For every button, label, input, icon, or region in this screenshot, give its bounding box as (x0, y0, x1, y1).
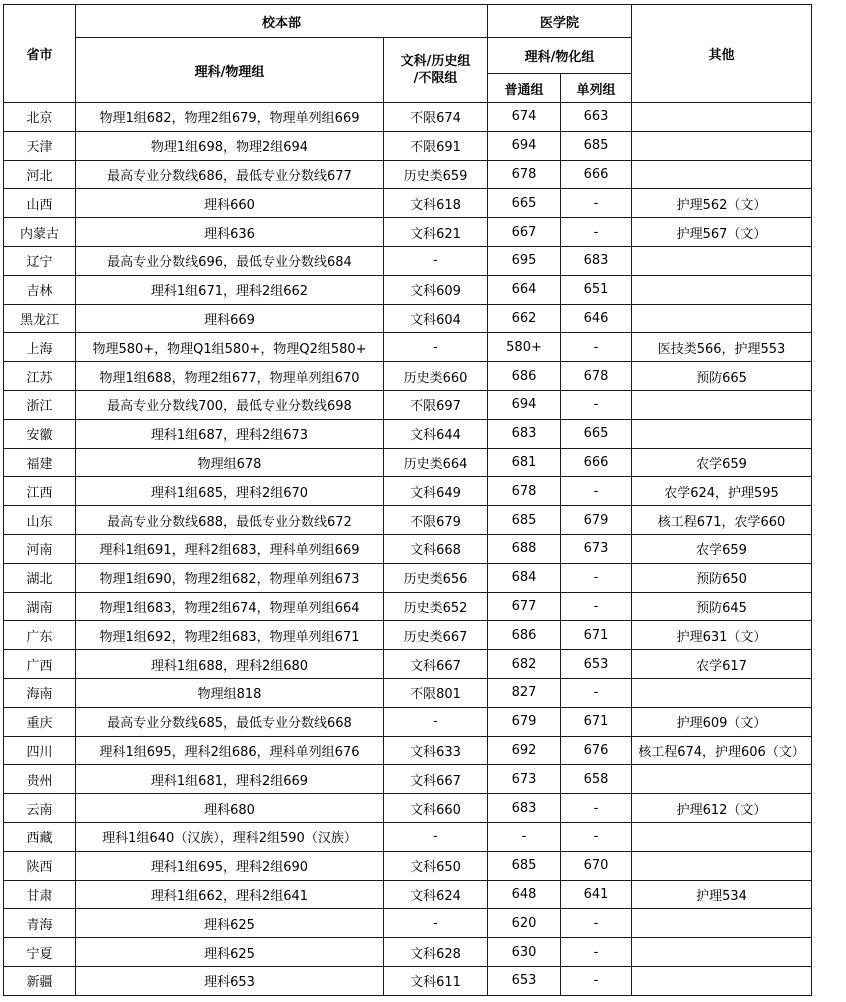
table-row (4, 765, 812, 794)
header-province: 省市 (4, 5, 76, 103)
table-row (4, 678, 812, 707)
header-science-physics: 理科/物理组 (76, 38, 384, 103)
province-cell: 广西 (4, 650, 76, 679)
science-score-cell: 理科1组640（汉族），理科2组590（汉族） (76, 822, 384, 851)
med-regular-score-cell: 678 (488, 160, 561, 189)
arts-score-cell: 不限691 (384, 131, 488, 160)
province-cell: 江西 (4, 477, 76, 506)
other-score-cell (632, 103, 812, 132)
arts-score-cell: 文科609 (384, 275, 488, 304)
arts-score-cell: 文科668 (384, 534, 488, 563)
province-cell: 新疆 (4, 966, 76, 995)
other-score-cell: 护理609（文） (632, 707, 812, 736)
science-score-cell: 理科1组685，理科2组670 (76, 477, 384, 506)
province-cell: 海南 (4, 678, 76, 707)
science-score-cell: 物理580+，物理Q1组580+，物理Q2组580+ (76, 333, 384, 362)
arts-score-cell: 文科618 (384, 189, 488, 218)
province-cell: 河南 (4, 534, 76, 563)
arts-score-cell: 文科624 (384, 880, 488, 909)
province-cell: 重庆 (4, 707, 76, 736)
other-score-cell (632, 246, 812, 275)
med-regular-score-cell: 686 (488, 621, 561, 650)
science-score-cell: 理科1组671，理科2组662 (76, 275, 384, 304)
med-regular-score-cell: 653 (488, 966, 561, 995)
province-cell: 四川 (4, 736, 76, 765)
med-separate-score-cell: 666 (561, 160, 632, 189)
arts-score-cell: 文科667 (384, 650, 488, 679)
province-cell: 山西 (4, 189, 76, 218)
province-cell: 福建 (4, 448, 76, 477)
arts-score-cell: 文科621 (384, 218, 488, 247)
province-cell: 北京 (4, 103, 76, 132)
med-separate-score-cell: 653 (561, 650, 632, 679)
med-separate-score-cell: - (561, 218, 632, 247)
med-separate-score-cell: 646 (561, 304, 632, 333)
province-cell: 广东 (4, 621, 76, 650)
table-row (4, 131, 812, 160)
med-regular-score-cell: 677 (488, 592, 561, 621)
table-row (4, 189, 812, 218)
other-score-cell: 护理631（文） (632, 621, 812, 650)
med-separate-score-cell: - (561, 563, 632, 592)
header-regular-group: 普通组 (488, 74, 561, 103)
med-regular-score-cell: 685 (488, 851, 561, 880)
province-cell: 江苏 (4, 362, 76, 391)
med-regular-score-cell: 684 (488, 563, 561, 592)
header-liberal-arts-line1: 文科/历史组 (400, 54, 471, 69)
province-cell: 贵州 (4, 765, 76, 794)
arts-score-cell: 历史类664 (384, 448, 488, 477)
science-score-cell: 物理1组698，物理2组694 (76, 131, 384, 160)
other-score-cell: 医技类566，护理553 (632, 333, 812, 362)
science-score-cell: 理科660 (76, 189, 384, 218)
other-score-cell (632, 765, 812, 794)
province-cell: 安徽 (4, 419, 76, 448)
science-score-cell: 理科625 (76, 909, 384, 938)
other-score-cell: 护理567（文） (632, 218, 812, 247)
arts-score-cell: 文科650 (384, 851, 488, 880)
med-separate-score-cell: 666 (561, 448, 632, 477)
other-score-cell (632, 275, 812, 304)
other-score-cell: 农学659 (632, 534, 812, 563)
province-cell: 云南 (4, 794, 76, 823)
science-score-cell: 物理1组692，物理2组683，物理单列组671 (76, 621, 384, 650)
table-row (4, 477, 812, 506)
med-separate-score-cell: - (561, 822, 632, 851)
science-score-cell: 理科669 (76, 304, 384, 333)
science-score-cell: 理科636 (76, 218, 384, 247)
arts-score-cell: - (384, 333, 488, 362)
science-score-cell: 物理1组690，物理2组682，物理单列组673 (76, 563, 384, 592)
med-regular-score-cell: 695 (488, 246, 561, 275)
province-cell: 山东 (4, 506, 76, 535)
table-row (4, 506, 812, 535)
province-cell: 湖南 (4, 592, 76, 621)
table-row (4, 966, 812, 995)
med-regular-score-cell: 674 (488, 103, 561, 132)
table-row (4, 390, 812, 419)
science-score-cell: 最高专业分数线686，最低专业分数线677 (76, 160, 384, 189)
science-score-cell: 理科625 (76, 938, 384, 967)
med-regular-score-cell: 664 (488, 275, 561, 304)
table-row (4, 246, 812, 275)
med-separate-score-cell: 676 (561, 736, 632, 765)
province-cell: 浙江 (4, 390, 76, 419)
science-score-cell: 理科1组695，理科2组690 (76, 851, 384, 880)
med-separate-score-cell: 678 (561, 362, 632, 391)
table-row (4, 563, 812, 592)
science-score-cell: 理科680 (76, 794, 384, 823)
table-row (4, 650, 812, 679)
med-separate-score-cell: 651 (561, 275, 632, 304)
table-row (4, 794, 812, 823)
province-cell: 宁夏 (4, 938, 76, 967)
table-row (4, 822, 812, 851)
science-score-cell: 理科1组691，理科2组683，理科单列组669 (76, 534, 384, 563)
header-other: 其他 (632, 5, 812, 103)
header-row-1 (4, 5, 812, 38)
med-separate-score-cell: 670 (561, 851, 632, 880)
table-row (4, 275, 812, 304)
other-score-cell (632, 304, 812, 333)
other-score-cell: 农学659 (632, 448, 812, 477)
med-regular-score-cell: 694 (488, 390, 561, 419)
arts-score-cell: 文科660 (384, 794, 488, 823)
med-regular-score-cell: 681 (488, 448, 561, 477)
science-score-cell: 理科1组681，理科2组669 (76, 765, 384, 794)
arts-score-cell: 文科633 (384, 736, 488, 765)
med-regular-score-cell: 688 (488, 534, 561, 563)
med-separate-score-cell: 671 (561, 621, 632, 650)
province-cell: 上海 (4, 333, 76, 362)
province-cell: 陕西 (4, 851, 76, 880)
province-cell: 青海 (4, 909, 76, 938)
science-score-cell: 最高专业分数线685，最低专业分数线668 (76, 707, 384, 736)
science-score-cell: 最高专业分数线696，最低专业分数线684 (76, 246, 384, 275)
header-separate-group: 单列组 (561, 74, 632, 103)
med-regular-score-cell: 692 (488, 736, 561, 765)
science-score-cell: 理科1组687，理科2组673 (76, 419, 384, 448)
other-score-cell: 护理534 (632, 880, 812, 909)
arts-score-cell: - (384, 707, 488, 736)
other-score-cell (632, 909, 812, 938)
table-row (4, 909, 812, 938)
other-score-cell (632, 678, 812, 707)
med-regular-score-cell: 683 (488, 419, 561, 448)
med-regular-score-cell: 662 (488, 304, 561, 333)
med-separate-score-cell: - (561, 333, 632, 362)
other-score-cell: 核工程674，护理606（文） (632, 736, 812, 765)
other-score-cell: 核工程671，农学660 (632, 506, 812, 535)
arts-score-cell: 文科628 (384, 938, 488, 967)
other-score-cell (632, 419, 812, 448)
province-cell: 内蒙古 (4, 218, 76, 247)
table-row (4, 362, 812, 391)
arts-score-cell: 文科667 (384, 765, 488, 794)
med-separate-score-cell: 679 (561, 506, 632, 535)
table-header (4, 5, 812, 103)
table-row (4, 448, 812, 477)
med-regular-score-cell: 673 (488, 765, 561, 794)
med-separate-score-cell: 658 (561, 765, 632, 794)
admission-score-table (3, 4, 812, 996)
med-regular-score-cell: 630 (488, 938, 561, 967)
other-score-cell: 护理562（文） (632, 189, 812, 218)
other-score-cell (632, 966, 812, 995)
arts-score-cell: 历史类652 (384, 592, 488, 621)
province-cell: 天津 (4, 131, 76, 160)
med-regular-score-cell: 683 (488, 794, 561, 823)
med-separate-score-cell: 685 (561, 131, 632, 160)
header-liberal-arts-line2: /不限组 (413, 71, 458, 86)
science-score-cell: 物理1组683，物理2组674，物理单列组664 (76, 592, 384, 621)
med-regular-score-cell: 580+ (488, 333, 561, 362)
table-row (4, 304, 812, 333)
science-score-cell: 理科1组662，理科2组641 (76, 880, 384, 909)
med-separate-score-cell: - (561, 592, 632, 621)
other-score-cell (632, 822, 812, 851)
science-score-cell: 物理组678 (76, 448, 384, 477)
med-separate-score-cell: - (561, 390, 632, 419)
table-row (4, 103, 812, 132)
med-separate-score-cell: 663 (561, 103, 632, 132)
arts-score-cell: 历史类660 (384, 362, 488, 391)
arts-score-cell: 历史类659 (384, 160, 488, 189)
med-separate-score-cell: - (561, 966, 632, 995)
science-score-cell: 最高专业分数线688，最低专业分数线672 (76, 506, 384, 535)
header-liberal-arts (384, 38, 488, 103)
med-regular-score-cell: 679 (488, 707, 561, 736)
med-separate-score-cell: - (561, 477, 632, 506)
science-score-cell: 理科653 (76, 966, 384, 995)
arts-score-cell: 不限697 (384, 390, 488, 419)
med-regular-score-cell: 686 (488, 362, 561, 391)
science-score-cell: 物理组818 (76, 678, 384, 707)
province-cell: 吉林 (4, 275, 76, 304)
table-row (4, 534, 812, 563)
header-main-campus: 校本部 (76, 5, 488, 38)
med-separate-score-cell: - (561, 678, 632, 707)
science-score-cell: 理科1组688，理科2组680 (76, 650, 384, 679)
science-score-cell: 最高专业分数线700，最低专业分数线698 (76, 390, 384, 419)
med-separate-score-cell: 641 (561, 880, 632, 909)
header-medical-school: 医学院 (488, 5, 632, 38)
med-separate-score-cell: 665 (561, 419, 632, 448)
other-score-cell: 预防650 (632, 563, 812, 592)
other-score-cell: 预防645 (632, 592, 812, 621)
province-cell: 黑龙江 (4, 304, 76, 333)
table-row (4, 736, 812, 765)
table-row (4, 851, 812, 880)
arts-score-cell: 不限679 (384, 506, 488, 535)
table-body (4, 103, 812, 996)
province-cell: 甘肃 (4, 880, 76, 909)
table-row (4, 621, 812, 650)
province-cell: 辽宁 (4, 246, 76, 275)
med-regular-score-cell: - (488, 822, 561, 851)
other-score-cell: 农学624，护理595 (632, 477, 812, 506)
science-score-cell: 物理1组682，物理2组679，物理单列组669 (76, 103, 384, 132)
med-separate-score-cell: 683 (561, 246, 632, 275)
other-score-cell (632, 390, 812, 419)
science-score-cell: 理科1组695，理科2组686，理科单列组676 (76, 736, 384, 765)
med-regular-score-cell: 648 (488, 880, 561, 909)
table-row (4, 218, 812, 247)
arts-score-cell: 不限801 (384, 678, 488, 707)
table-row (4, 592, 812, 621)
med-separate-score-cell: 671 (561, 707, 632, 736)
arts-score-cell: 不限674 (384, 103, 488, 132)
arts-score-cell: 历史类656 (384, 563, 488, 592)
med-separate-score-cell: - (561, 794, 632, 823)
arts-score-cell: 历史类667 (384, 621, 488, 650)
other-score-cell (632, 938, 812, 967)
table-row (4, 938, 812, 967)
med-regular-score-cell: 620 (488, 909, 561, 938)
med-regular-score-cell: 667 (488, 218, 561, 247)
med-regular-score-cell: 685 (488, 506, 561, 535)
arts-score-cell: 文科649 (384, 477, 488, 506)
table-row (4, 419, 812, 448)
other-score-cell: 农学617 (632, 650, 812, 679)
med-regular-score-cell: 665 (488, 189, 561, 218)
med-regular-score-cell: 827 (488, 678, 561, 707)
other-score-cell (632, 851, 812, 880)
med-regular-score-cell: 682 (488, 650, 561, 679)
other-score-cell (632, 160, 812, 189)
table-row (4, 333, 812, 362)
arts-score-cell: - (384, 246, 488, 275)
med-separate-score-cell: - (561, 938, 632, 967)
science-score-cell: 物理1组688，物理2组677，物理单列组670 (76, 362, 384, 391)
table-row (4, 707, 812, 736)
other-score-cell: 护理612（文） (632, 794, 812, 823)
other-score-cell: 预防665 (632, 362, 812, 391)
province-cell: 河北 (4, 160, 76, 189)
arts-score-cell: 文科604 (384, 304, 488, 333)
table-row (4, 880, 812, 909)
med-separate-score-cell: 673 (561, 534, 632, 563)
other-score-cell (632, 131, 812, 160)
arts-score-cell: - (384, 822, 488, 851)
province-cell: 湖北 (4, 563, 76, 592)
arts-score-cell: - (384, 909, 488, 938)
header-science-physchem: 理科/物化组 (488, 38, 632, 74)
med-regular-score-cell: 694 (488, 131, 561, 160)
arts-score-cell: 文科644 (384, 419, 488, 448)
arts-score-cell: 文科611 (384, 966, 488, 995)
province-cell: 西藏 (4, 822, 76, 851)
med-separate-score-cell: - (561, 909, 632, 938)
table-row (4, 160, 812, 189)
med-separate-score-cell: - (561, 189, 632, 218)
med-regular-score-cell: 678 (488, 477, 561, 506)
